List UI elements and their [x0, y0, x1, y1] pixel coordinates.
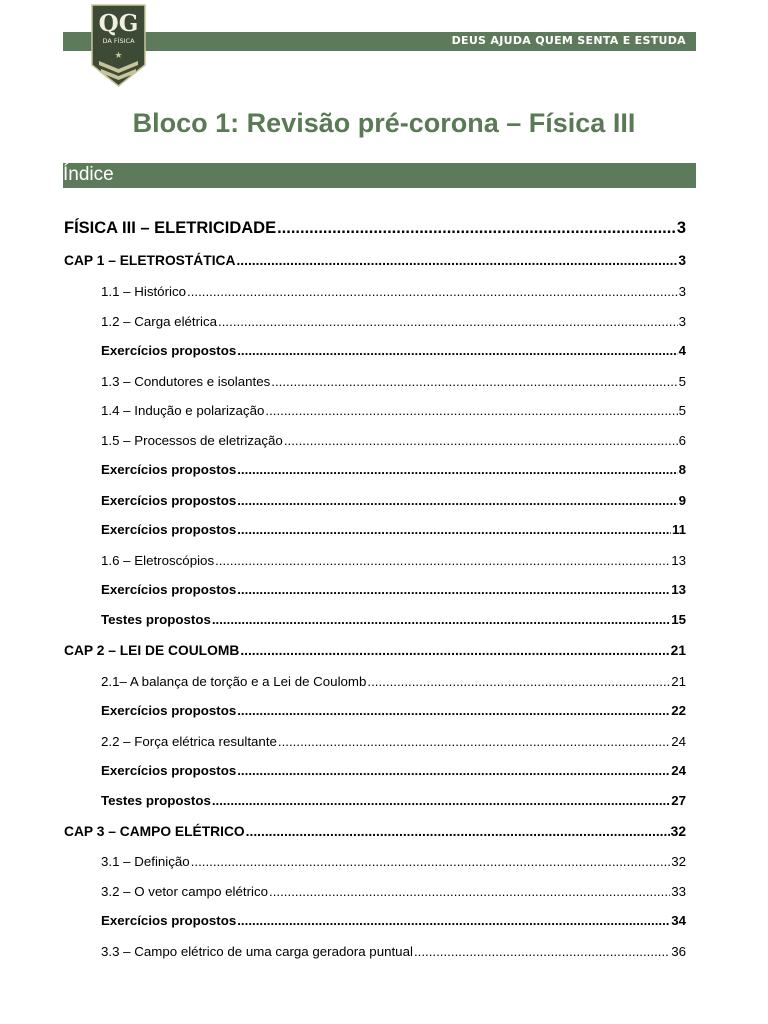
toc-entry-label: 1.3 – Condutores e isolantes [101, 374, 271, 389]
toc-leader [191, 854, 671, 869]
toc-entry-label: FÍSICA III – ELETRICIDADE [64, 219, 277, 237]
toc-entry-page: 6 [678, 433, 686, 448]
toc-entry-label: CAP 2 – LEI DE COULOMB [64, 643, 240, 658]
star-icon: ★ [114, 50, 123, 60]
toc-entry-label: 1.6 – Eletroscópios [101, 553, 215, 568]
toc-leader [237, 493, 677, 508]
toc-entry-page: 13 [671, 582, 686, 597]
toc-entry[interactable] [64, 253, 686, 268]
toc-entry[interactable] [101, 582, 686, 597]
toc-entry[interactable] [101, 734, 686, 749]
toc-entry-label: Exercícios propostos [101, 703, 237, 718]
toc-entry-label: 3.3 – Campo elétrico de uma carga geradora puntual [101, 944, 413, 959]
toc-entry-label: Testes propostos [101, 793, 211, 808]
toc-entry[interactable] [64, 219, 686, 238]
toc-leader [414, 944, 670, 959]
toc-entry-page: 33 [671, 884, 686, 899]
toc-entry-label: CAP 1 – ELETROSTÁTICA [64, 253, 236, 268]
toc-entry-label: 2.2 – Força elétrica resultante [101, 734, 277, 749]
toc-entry[interactable] [101, 612, 686, 627]
toc-leader [237, 343, 677, 358]
toc-entry-label: Exercícios propostos [101, 462, 237, 477]
toc-entry-page: 24 [671, 734, 686, 749]
toc-leader [237, 913, 670, 928]
toc-entry-label: CAP 3 – CAMPO ELÉTRICO [64, 824, 245, 839]
toc-leader [237, 763, 670, 778]
toc-entry-page: 21 [671, 674, 686, 689]
toc-entry-page: 22 [671, 703, 686, 718]
toc-entry-page: 36 [671, 944, 686, 959]
toc-entry-page: 32 [670, 824, 686, 839]
toc-entry[interactable] [101, 884, 686, 899]
toc-leader [237, 462, 677, 477]
toc-entry[interactable] [101, 703, 686, 718]
toc-leader [236, 253, 677, 268]
toc-leader [237, 703, 670, 718]
toc-entry-page: 15 [671, 612, 686, 627]
toc-leader [278, 734, 670, 749]
toc-leader [246, 824, 670, 839]
toc-entry[interactable] [101, 403, 686, 418]
toc-leader [269, 884, 670, 899]
toc-entry-page: 3 [678, 253, 686, 268]
toc-entry-label: 1.4 – Indução e polarização [101, 403, 265, 418]
toc-leader [237, 582, 670, 597]
toc-entry[interactable] [64, 643, 686, 658]
toc-entry-page: 13 [671, 553, 686, 568]
toc-entry[interactable] [101, 374, 686, 389]
toc-entry-label: Exercícios propostos [101, 343, 237, 358]
toc-entry-label: Exercícios propostos [101, 493, 237, 508]
toc-leader [265, 403, 677, 418]
toc-entry[interactable] [101, 493, 686, 508]
toc-entry-page: 21 [670, 643, 686, 658]
toc-entry-label: 1.2 – Carga elétrica [101, 314, 218, 329]
toc-entry[interactable] [101, 522, 686, 537]
toc-leader [237, 522, 671, 537]
toc-entry-page: 34 [671, 913, 686, 928]
toc-entry[interactable] [101, 343, 686, 358]
toc-leader [187, 284, 678, 299]
toc-entry-label: Exercícios propostos [101, 522, 237, 537]
toc-leader [284, 433, 678, 448]
toc-entry-label: 1.5 – Processos de eletrização [101, 433, 283, 448]
toc-leader [271, 374, 677, 389]
toc-entry[interactable] [101, 793, 686, 808]
toc-entry[interactable] [101, 462, 686, 477]
toc-leader [212, 612, 670, 627]
toc-entry[interactable] [101, 674, 686, 689]
toc-entry-label: Exercícios propostos [101, 582, 237, 597]
toc-entry-page: 32 [671, 854, 686, 869]
toc-entry-page: 3 [678, 314, 686, 329]
toc-entry-label: Testes propostos [101, 612, 211, 627]
toc-entry[interactable] [101, 763, 686, 778]
toc-entry-page: 4 [678, 343, 686, 358]
toc-leader [218, 314, 678, 329]
logo-subtext: DA FÍSICA [102, 37, 135, 45]
header-slogan: DEUS AJUDA QUEM SENTA E ESTUDA [451, 34, 686, 47]
toc-entry-page: 11 [671, 522, 686, 537]
toc-entry-page: 5 [678, 374, 686, 389]
toc-entry-page: 3 [676, 219, 686, 237]
toc-entry[interactable] [101, 314, 686, 329]
toc-leader [212, 793, 670, 808]
toc-entry[interactable] [64, 824, 686, 839]
toc-entry-page: 3 [678, 284, 686, 299]
toc-entry-page: 27 [671, 793, 686, 808]
toc-entry[interactable] [101, 433, 686, 448]
toc-entry[interactable] [101, 913, 686, 928]
toc-entry[interactable] [101, 553, 686, 568]
toc-entry-label: Exercícios propostos [101, 763, 237, 778]
toc-entry-page: 9 [678, 493, 686, 508]
toc-leader [215, 553, 670, 568]
toc-entry-label: 3.2 – O vetor campo elétrico [101, 884, 269, 899]
toc-entry[interactable] [101, 854, 686, 869]
logo-text: QG [98, 10, 139, 37]
toc-entry-label: Exercícios propostos [101, 913, 237, 928]
toc-entry-page: 8 [678, 462, 686, 477]
toc-entry-label: 3.1 – Definição [101, 854, 190, 869]
index-heading: Índice [63, 164, 114, 185]
toc-leader [367, 674, 670, 689]
toc-entry-page: 5 [678, 403, 686, 418]
toc-entry-page: 24 [671, 763, 686, 778]
toc-entry-label: 1.1 – Histórico [101, 284, 186, 299]
toc-leader [277, 219, 676, 238]
toc-entry[interactable] [101, 944, 686, 959]
page-title: Bloco 1: Revisão pré-corona – Física III [132, 108, 636, 138]
toc-entry-label: 2.1– A balança de torção e a Lei de Coulomb [101, 674, 367, 689]
toc-entry[interactable] [101, 284, 686, 299]
toc-leader [240, 643, 669, 658]
